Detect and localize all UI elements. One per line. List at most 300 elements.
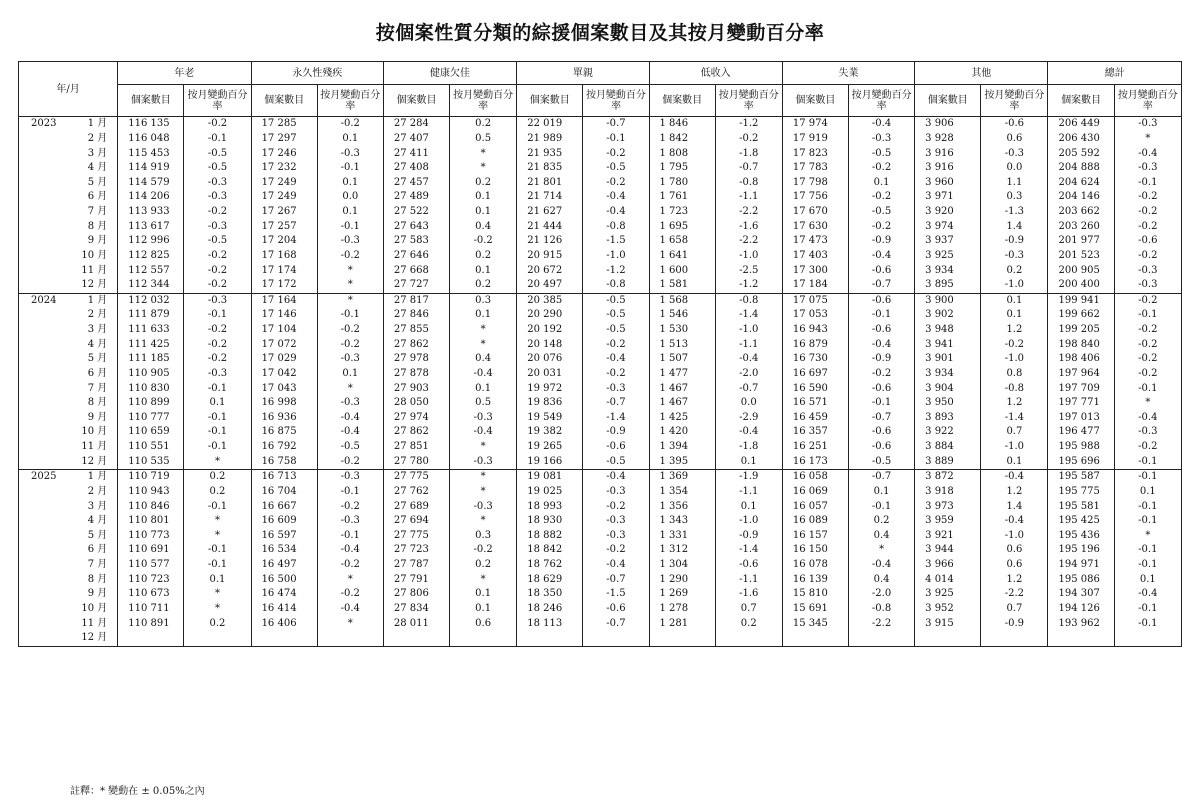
case-count-cell: 1 356: [649, 499, 715, 514]
case-count-cell: 195 587: [1048, 470, 1114, 485]
pct-change-cell: [981, 631, 1048, 646]
pct-change-cell: -0.2: [849, 161, 915, 176]
pct-change-cell: -0.2: [184, 337, 251, 352]
case-count-cell: [649, 631, 715, 646]
pct-change-cell: -1.4: [981, 411, 1048, 426]
pct-change-cell: -2.9: [715, 411, 782, 426]
pct-change-cell: 0.1: [450, 587, 517, 602]
pct-change-cell: -0.7: [583, 396, 649, 411]
case-count-cell: 27 727: [383, 278, 449, 293]
month-cell: 5 月: [78, 176, 118, 191]
case-count-cell: 21 935: [517, 146, 583, 161]
case-count-cell: 17 473: [782, 234, 848, 249]
subheader-pct: 按月變動百分率: [981, 85, 1048, 117]
case-count-cell: 1 780: [649, 176, 715, 191]
pct-change-cell: -1.5: [583, 234, 649, 249]
case-count-cell: 17 029: [251, 352, 317, 367]
month-cell: 7 月: [78, 381, 118, 396]
case-count-cell: 3 944: [915, 543, 981, 558]
pct-change-cell: -0.1: [184, 411, 251, 426]
case-count-cell: 111 425: [118, 337, 184, 352]
pct-change-cell: -2.2: [715, 205, 782, 220]
case-count-cell: 18 629: [517, 572, 583, 587]
month-cell: 6 月: [78, 543, 118, 558]
group-header-total: 總計: [1048, 62, 1182, 85]
case-count-cell: 110 535: [118, 454, 184, 469]
pct-change-cell: 0.2: [981, 263, 1048, 278]
pct-change-cell: -0.2: [583, 367, 649, 382]
case-count-cell: 3 918: [915, 485, 981, 500]
pct-change-cell: -0.4: [317, 411, 383, 426]
month-cell: 6 月: [78, 190, 118, 205]
case-count-cell: 16 597: [251, 529, 317, 544]
case-count-cell: 1 290: [649, 572, 715, 587]
pct-change-cell: -1.1: [715, 485, 782, 500]
case-count-cell: 194 971: [1048, 558, 1114, 573]
case-count-cell: 17 043: [251, 381, 317, 396]
pct-change-cell: 0.1: [715, 499, 782, 514]
pct-change-cell: [184, 631, 251, 646]
pct-change-cell: -0.4: [715, 352, 782, 367]
pct-change-cell: -0.2: [1114, 352, 1181, 367]
pct-change-cell: -0.4: [849, 117, 915, 132]
pct-change-cell: 0.1: [184, 396, 251, 411]
case-count-cell: 19 972: [517, 381, 583, 396]
case-count-cell: 21 801: [517, 176, 583, 191]
pct-change-cell: -0.2: [583, 499, 649, 514]
table-row: [19, 176, 1182, 191]
table-row: [19, 558, 1182, 573]
table-row: [19, 219, 1182, 234]
pct-change-cell: -0.1: [1114, 558, 1181, 573]
month-cell: 7 月: [78, 205, 118, 220]
pct-change-cell: -1.0: [583, 249, 649, 264]
case-count-cell: 17 823: [782, 146, 848, 161]
year-cell: [19, 308, 78, 323]
case-count-cell: 17 249: [251, 190, 317, 205]
pct-change-cell: -0.4: [849, 558, 915, 573]
pct-change-cell: 1.2: [981, 323, 1048, 338]
pct-change-cell: -0.3: [317, 146, 383, 161]
case-count-cell: 17 053: [782, 308, 848, 323]
case-count-cell: 110 943: [118, 485, 184, 500]
case-count-cell: 1 658: [649, 234, 715, 249]
case-count-cell: 116 135: [118, 117, 184, 132]
case-count-cell: 17 756: [782, 190, 848, 205]
case-count-cell: 16 069: [782, 485, 848, 500]
case-count-cell: 27 862: [383, 337, 449, 352]
pct-change-cell: -0.4: [450, 367, 517, 382]
case-count-cell: 17 919: [782, 132, 848, 147]
case-count-cell: 27 903: [383, 381, 449, 396]
case-count-cell: 27 846: [383, 308, 449, 323]
case-count-cell: 3 900: [915, 293, 981, 308]
pct-change-cell: 0.0: [715, 396, 782, 411]
case-count-cell: 1 467: [649, 381, 715, 396]
table-row: [19, 234, 1182, 249]
case-count-cell: 17 974: [782, 117, 848, 132]
case-count-cell: 110 551: [118, 440, 184, 455]
pct-change-cell: -0.1: [184, 558, 251, 573]
case-count-cell: 19 081: [517, 470, 583, 485]
pct-change-cell: -0.4: [981, 514, 1048, 529]
case-count-cell: 27 646: [383, 249, 449, 264]
pct-change-cell: -0.2: [450, 234, 517, 249]
case-count-cell: 27 878: [383, 367, 449, 382]
case-count-cell: 16 730: [782, 352, 848, 367]
table-row: [19, 146, 1182, 161]
pct-change-cell: -0.5: [184, 234, 251, 249]
pct-change-cell: *: [317, 263, 383, 278]
case-count-cell: 16 406: [251, 616, 317, 631]
case-count-cell: 16 459: [782, 411, 848, 426]
pct-change-cell: -0.5: [184, 146, 251, 161]
group-header-others: 其他: [915, 62, 1048, 85]
pct-change-cell: -0.1: [1114, 602, 1181, 617]
year-cell: [19, 411, 78, 426]
pct-change-cell: -0.3: [583, 529, 649, 544]
table-row: [19, 132, 1182, 147]
case-count-cell: 20 192: [517, 323, 583, 338]
case-count-cell: 27 787: [383, 558, 449, 573]
subheader-count: 個案數目: [251, 85, 317, 117]
pct-change-cell: -1.5: [583, 587, 649, 602]
pct-change-cell: -0.9: [849, 352, 915, 367]
pct-change-cell: *: [184, 514, 251, 529]
month-cell: 12 月: [78, 278, 118, 293]
pct-change-cell: -0.2: [715, 132, 782, 147]
pct-change-cell: -0.2: [1114, 249, 1181, 264]
case-count-cell: 115 453: [118, 146, 184, 161]
case-count-cell: 110 711: [118, 602, 184, 617]
pct-change-cell: 0.2: [184, 470, 251, 485]
table-row: [19, 367, 1182, 382]
pct-change-cell: -0.2: [317, 323, 383, 338]
month-cell: 11 月: [78, 616, 118, 631]
case-count-cell: 16 078: [782, 558, 848, 573]
pct-change-cell: 0.6: [981, 132, 1048, 147]
pct-change-cell: -0.1: [317, 161, 383, 176]
pct-change-cell: *: [317, 572, 383, 587]
case-count-cell: 16 057: [782, 499, 848, 514]
month-cell: 9 月: [78, 411, 118, 426]
case-count-cell: 16 150: [782, 543, 848, 558]
pct-change-cell: *: [317, 293, 383, 308]
case-count-cell: 110 577: [118, 558, 184, 573]
pct-change-cell: -2.2: [849, 616, 915, 631]
case-count-cell: 195 436: [1048, 529, 1114, 544]
pct-change-cell: -2.2: [981, 587, 1048, 602]
case-count-cell: 22 019: [517, 117, 583, 132]
pct-change-cell: -0.2: [1114, 205, 1181, 220]
case-count-cell: 1 600: [649, 263, 715, 278]
case-count-cell: 1 695: [649, 219, 715, 234]
case-count-cell: 20 497: [517, 278, 583, 293]
table-row: [19, 454, 1182, 469]
case-count-cell: 27 775: [383, 529, 449, 544]
pct-change-cell: -0.3: [981, 146, 1048, 161]
pct-change-cell: -0.2: [317, 337, 383, 352]
case-count-cell: 16 713: [251, 470, 317, 485]
pct-change-cell: 0.1: [450, 602, 517, 617]
pct-change-cell: -0.4: [317, 425, 383, 440]
pct-change-cell: -0.2: [1114, 293, 1181, 308]
pct-change-cell: -0.1: [1114, 308, 1181, 323]
month-cell: 10 月: [78, 249, 118, 264]
year-cell: [19, 146, 78, 161]
case-count-cell: 16 936: [251, 411, 317, 426]
month-cell: 5 月: [78, 352, 118, 367]
case-count-cell: 17 204: [251, 234, 317, 249]
table-row: [19, 396, 1182, 411]
case-count-cell: 114 919: [118, 161, 184, 176]
table-row: [19, 337, 1182, 352]
case-count-cell: 3 922: [915, 425, 981, 440]
pct-change-cell: [715, 631, 782, 646]
table-row: [19, 161, 1182, 176]
case-count-cell: 27 855: [383, 323, 449, 338]
year-cell: [19, 485, 78, 500]
pct-change-cell: [317, 631, 383, 646]
case-count-cell: 27 817: [383, 293, 449, 308]
case-count-cell: 20 672: [517, 263, 583, 278]
case-count-cell: 27 762: [383, 485, 449, 500]
pct-change-cell: *: [184, 587, 251, 602]
case-count-cell: 20 385: [517, 293, 583, 308]
case-count-cell: 114 206: [118, 190, 184, 205]
pct-change-cell: -0.4: [317, 602, 383, 617]
pct-change-cell: -0.2: [981, 337, 1048, 352]
case-count-cell: 110 723: [118, 572, 184, 587]
pct-change-cell: 0.1: [981, 454, 1048, 469]
case-count-cell: 16 157: [782, 529, 848, 544]
case-count-cell: 17 257: [251, 219, 317, 234]
case-count-cell: 16 609: [251, 514, 317, 529]
pct-change-cell: -0.5: [583, 308, 649, 323]
case-count-cell: [915, 631, 981, 646]
case-count-cell: 18 993: [517, 499, 583, 514]
case-count-cell: 197 709: [1048, 381, 1114, 396]
year-cell: [19, 558, 78, 573]
case-count-cell: 1 369: [649, 470, 715, 485]
case-count-cell: 110 846: [118, 499, 184, 514]
pct-change-cell: -0.3: [184, 293, 251, 308]
case-count-cell: 16 792: [251, 440, 317, 455]
group-header-low-earnings: 低收入: [649, 62, 782, 85]
case-count-cell: 112 344: [118, 278, 184, 293]
pct-change-cell: *: [1114, 396, 1181, 411]
pct-change-cell: -0.3: [317, 352, 383, 367]
case-count-cell: 195 581: [1048, 499, 1114, 514]
month-cell: 9 月: [78, 587, 118, 602]
case-count-cell: 3 906: [915, 117, 981, 132]
month-cell: 8 月: [78, 572, 118, 587]
case-count-cell: [118, 631, 184, 646]
case-count-cell: [782, 631, 848, 646]
group-header-unemployment: 失業: [782, 62, 914, 85]
pct-change-cell: -0.8: [583, 219, 649, 234]
subheader-count: 個案數目: [1048, 85, 1114, 117]
subheader-pct: 按月變動百分率: [450, 85, 517, 117]
case-count-cell: 21 989: [517, 132, 583, 147]
case-count-cell: 27 834: [383, 602, 449, 617]
pct-change-cell: -0.1: [1114, 616, 1181, 631]
case-count-cell: 27 408: [383, 161, 449, 176]
case-count-cell: 3 950: [915, 396, 981, 411]
pct-change-cell: -0.6: [849, 440, 915, 455]
case-count-cell: 3 925: [915, 587, 981, 602]
data-table-container: [18, 61, 1182, 647]
case-count-cell: 16 500: [251, 572, 317, 587]
pct-change-cell: -0.1: [1114, 499, 1181, 514]
pct-change-cell: -0.3: [1114, 278, 1181, 293]
pct-change-cell: 0.1: [317, 205, 383, 220]
pct-change-cell: -0.1: [317, 485, 383, 500]
case-count-cell: 1 331: [649, 529, 715, 544]
table-row: [19, 352, 1182, 367]
table-row: [19, 425, 1182, 440]
pct-change-cell: 0.6: [981, 558, 1048, 573]
pct-change-cell: -0.3: [450, 454, 517, 469]
pct-change-cell: 0.1: [1114, 485, 1181, 500]
pct-change-cell: 0.8: [981, 367, 1048, 382]
case-count-cell: 200 400: [1048, 278, 1114, 293]
year-cell: 2025: [19, 470, 78, 485]
case-count-cell: 18 842: [517, 543, 583, 558]
month-cell: 6 月: [78, 367, 118, 382]
pct-change-cell: 0.1: [450, 190, 517, 205]
pct-change-cell: 0.6: [981, 543, 1048, 558]
pct-change-cell: 0.4: [849, 572, 915, 587]
case-count-cell: 28 011: [383, 616, 449, 631]
pct-change-cell: -0.4: [583, 352, 649, 367]
pct-change-cell: -1.1: [715, 337, 782, 352]
pct-change-cell: 0.5: [450, 132, 517, 147]
case-count-cell: 19 382: [517, 425, 583, 440]
pct-change-cell: 0.1: [849, 176, 915, 191]
pct-change-cell: -0.6: [715, 558, 782, 573]
year-cell: [19, 323, 78, 338]
group-header-disability: 永久性殘疾: [251, 62, 383, 85]
case-count-cell: 16 497: [251, 558, 317, 573]
pct-change-cell: 0.1: [715, 454, 782, 469]
case-count-cell: 27 489: [383, 190, 449, 205]
year-cell: [19, 396, 78, 411]
pct-change-cell: -0.2: [1114, 190, 1181, 205]
pct-change-cell: -0.2: [849, 190, 915, 205]
pct-change-cell: 0.1: [1114, 572, 1181, 587]
month-cell: 5 月: [78, 529, 118, 544]
case-count-cell: 16 251: [782, 440, 848, 455]
pct-change-cell: 0.0: [317, 190, 383, 205]
case-count-cell: 27 723: [383, 543, 449, 558]
case-count-cell: 198 840: [1048, 337, 1114, 352]
pct-change-cell: 0.3: [981, 190, 1048, 205]
case-count-cell: 193 962: [1048, 616, 1114, 631]
case-count-cell: 27 974: [383, 411, 449, 426]
case-count-cell: [251, 631, 317, 646]
case-count-cell: 1 568: [649, 293, 715, 308]
pct-change-cell: -0.4: [849, 249, 915, 264]
group-header-ill-health: 健康欠佳: [383, 62, 516, 85]
case-count-cell: 3 960: [915, 176, 981, 191]
month-cell: 9 月: [78, 234, 118, 249]
pct-change-cell: -1.6: [715, 219, 782, 234]
case-count-cell: 201 977: [1048, 234, 1114, 249]
case-count-cell: 3 971: [915, 190, 981, 205]
case-count-cell: 17 232: [251, 161, 317, 176]
pct-change-cell: *: [1114, 132, 1181, 147]
case-count-cell: 203 662: [1048, 205, 1114, 220]
table-row: [19, 587, 1182, 602]
footnote: 註釋：* 變動在 ± 0.05%之內: [70, 786, 205, 797]
year-cell: [19, 529, 78, 544]
case-count-cell: 199 662: [1048, 308, 1114, 323]
month-cell: 2 月: [78, 485, 118, 500]
pct-change-cell: 0.1: [450, 308, 517, 323]
pct-change-cell: 1.1: [981, 176, 1048, 191]
case-count-cell: 19 025: [517, 485, 583, 500]
case-count-cell: 27 522: [383, 205, 449, 220]
case-count-cell: 110 899: [118, 396, 184, 411]
table-row: [19, 293, 1182, 308]
case-count-cell: 1 842: [649, 132, 715, 147]
pct-change-cell: -0.6: [583, 440, 649, 455]
case-count-cell: 27 407: [383, 132, 449, 147]
pct-change-cell: -0.2: [317, 499, 383, 514]
pct-change-cell: -1.8: [715, 440, 782, 455]
pct-change-cell: 0.2: [184, 485, 251, 500]
pct-change-cell: *: [184, 454, 251, 469]
case-count-cell: 17 670: [782, 205, 848, 220]
year-cell: [19, 367, 78, 382]
pct-change-cell: -0.2: [184, 249, 251, 264]
case-count-cell: 112 825: [118, 249, 184, 264]
year-cell: [19, 176, 78, 191]
pct-change-cell: -0.2: [1114, 440, 1181, 455]
pct-change-cell: -0.4: [583, 470, 649, 485]
pct-change-cell: -0.2: [317, 117, 383, 132]
pct-change-cell: -1.0: [981, 529, 1048, 544]
pct-change-cell: -0.1: [184, 308, 251, 323]
pct-change-cell: -0.3: [184, 367, 251, 382]
pct-change-cell: -0.3: [450, 411, 517, 426]
pct-change-cell: *: [450, 161, 517, 176]
pct-change-cell: -0.4: [317, 543, 383, 558]
pct-change-cell: 0.7: [981, 425, 1048, 440]
pct-change-cell: -0.7: [583, 572, 649, 587]
case-count-cell: 17 042: [251, 367, 317, 382]
pct-change-cell: *: [450, 485, 517, 500]
table-row: [19, 499, 1182, 514]
case-count-cell: 27 643: [383, 219, 449, 234]
pct-change-cell: -0.1: [1114, 176, 1181, 191]
pct-change-cell: 0.1: [450, 205, 517, 220]
pct-change-cell: 0.2: [450, 558, 517, 573]
case-count-cell: 110 891: [118, 616, 184, 631]
pct-change-cell: -2.0: [715, 367, 782, 382]
case-count-cell: 110 773: [118, 529, 184, 544]
pct-change-cell: -0.1: [184, 543, 251, 558]
case-count-cell: 110 905: [118, 367, 184, 382]
table-row: [19, 602, 1182, 617]
month-cell: 11 月: [78, 440, 118, 455]
pct-change-cell: -0.2: [1114, 367, 1181, 382]
case-count-cell: 114 579: [118, 176, 184, 191]
case-count-cell: 204 624: [1048, 176, 1114, 191]
pct-change-cell: -0.2: [583, 176, 649, 191]
case-count-cell: 27 791: [383, 572, 449, 587]
